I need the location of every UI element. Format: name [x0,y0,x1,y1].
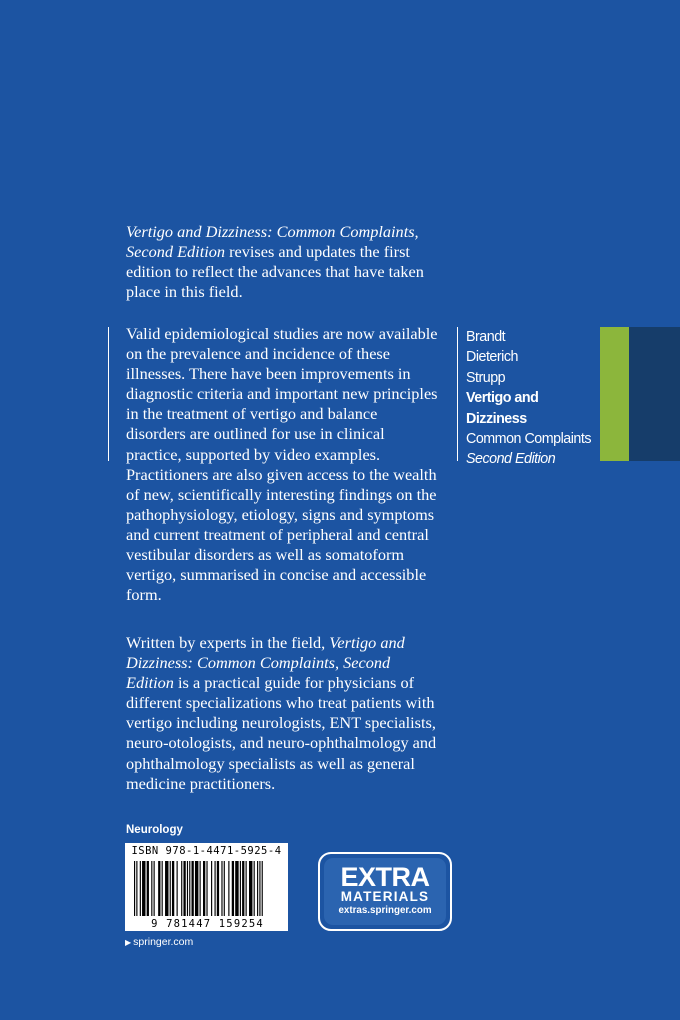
barcode-bar [189,861,190,916]
ean-digits: 9 781447 159254 [151,918,264,930]
subject-label: Neurology [126,824,183,836]
barcode-bar [246,861,247,916]
barcode-bar [242,861,244,916]
barcode-bar [235,861,238,916]
barcode-bar [154,861,155,916]
blurb-text: revises and updates the first edition to reflect the advances that have taken place in this field. [126,242,424,302]
blurb-paragraph-1 [126,222,438,302]
book-title-line: Dizziness [466,410,527,427]
barcode-bar [257,861,258,916]
arrow-right-icon: ▶ [125,938,132,947]
book-edition: Second Edition [466,451,556,468]
barcode-bar [228,861,229,916]
barcode-bars [134,861,281,919]
blurb-text: Written by experts in the field, [126,633,330,652]
extra-materials-badge[interactable] [318,852,452,931]
barcode-bar [217,861,219,916]
book-edition-italic: Second Edition [126,242,226,262]
book-title-italic: Vertigo and Dizziness: Common Complaints, [126,222,419,241]
barcode-bar [183,861,185,916]
badge-materials-word: MATERIALS [340,889,430,904]
barcode-bar [172,861,174,916]
barcode-bar [211,861,212,916]
barcode-bar [195,861,198,916]
barcode-bar [151,861,152,916]
barcode-bar [142,861,145,916]
barcode-bar [254,861,255,916]
barcode-bar [249,861,252,916]
barcode-bar [203,861,205,916]
badge-url: extras.springer.com [338,905,432,916]
barcode-bar [206,861,207,916]
barcode-bar [200,861,201,916]
barcode-bar [192,861,194,916]
barcode-bar [170,861,171,916]
author-name: Strupp [466,369,506,386]
spine-credit-block [466,327,591,470]
barcode-bar [224,861,225,916]
barcode-bar [134,861,135,916]
barcode-bar [177,861,178,916]
divider-line-right [457,327,458,461]
barcode-bar [136,861,137,916]
publisher-url-text: springer.com [133,936,194,948]
accent-band-green [600,327,629,461]
barcode-bar [259,861,260,916]
blurb-text: is a practical guide for physicians of different specializations who treat patients with vertigo including neurologists, ENT specialists, neuro-otologists, and neuro-ophthalmology and ophthalmology specialists as well as general medicine practitioners. [126,673,437,793]
book-title-line: Vertigo and [466,390,539,407]
isbn-number: ISBN 978-1-4471-5925-4 [131,845,282,857]
extra-materials-badge-inner [324,858,446,925]
barcode-bar [215,861,216,916]
barcode-bar [147,861,149,916]
barcode-bar [221,861,222,916]
barcode-bar [262,861,263,916]
barcode-bar [158,861,160,916]
book-subtitle: Common Complaints [466,431,591,448]
blurb-paragraph-2: Valid epidemiological studies are now available on the prevalence and incidence of these illnesses. There have been improvements in diagnostic criteria and important new principles in the treatment of vertigo and balance disorders are outlined for use in clinical practice, supported by video examples. Practitioners are also given access to the wealth of new, scientifically interesting findings on the pathophysiology, etiology, signs and symptoms and current treatment of peripheral and central vestibular disorders as well as somatoform vertigo, summarised in concise and accessible form. [126,324,438,605]
author-name: Dieterich [466,349,518,366]
badge-extra-word: EXTRA [340,862,430,892]
barcode-bar [140,861,141,916]
blurb-paragraph-3 [126,633,438,794]
barcode-label [125,843,288,931]
publisher-url[interactable] [125,936,193,948]
barcode-bar [240,861,241,916]
divider-line-left [108,327,109,461]
barcode-bar [181,861,182,916]
barcode-bar [187,861,188,916]
author-name: Brandt [466,329,506,345]
barcode-bar [165,861,168,916]
book-title-italic: Vertigo and Dizziness: Common Complaints, Second Edition [126,633,405,693]
barcode-bar [232,861,234,916]
barcode-bar [162,861,163,916]
accent-band-navy [629,327,680,461]
